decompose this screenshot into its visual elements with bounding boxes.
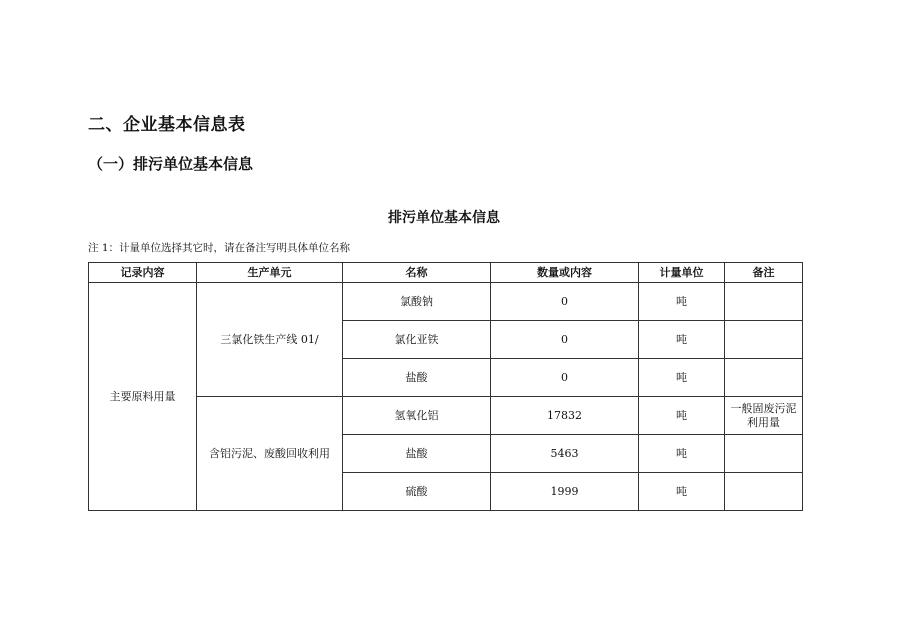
amount-cell: 17832 [491,397,639,435]
remark-cell [725,435,803,473]
amount-cell: 0 [491,321,639,359]
unit-cell: 吨 [639,473,725,511]
column-header: 记录内容 [89,263,197,283]
material-name-cell: 硫酸 [343,473,491,511]
material-name-cell: 氢氧化铝 [343,397,491,435]
column-header: 名称 [343,263,491,283]
record-type-cell: 主要原料用量 [89,283,197,511]
table-note: 注 1：计量单位选择其它时，请在备注写明具体单位名称 [88,242,351,254]
remark-cell [725,473,803,511]
unit-cell: 吨 [639,283,725,321]
table-title: 排污单位基本信息 [388,210,500,226]
table-row [89,397,803,435]
amount-cell: 1999 [491,473,639,511]
amount-cell: 0 [491,283,639,321]
unit-cell: 吨 [639,435,725,473]
remark-cell [725,321,803,359]
material-name-cell: 氯化亚铁 [343,321,491,359]
column-header: 数量或内容 [491,263,639,283]
column-header: 生产单元 [197,263,343,283]
unit-cell: 吨 [639,359,725,397]
table-row [89,283,803,321]
material-name-cell: 盐酸 [343,359,491,397]
production-unit-cell: 含铝污泥、废酸回收利用 [197,397,343,511]
subsection-title: （一）排污单位基本信息 [88,155,254,173]
material-name-cell: 氯酸钠 [343,283,491,321]
amount-cell: 0 [491,359,639,397]
pollutant-unit-info-table [88,262,803,511]
section-title: 二、企业基本信息表 [88,115,246,135]
remark-cell [725,283,803,321]
column-header: 备注 [725,263,803,283]
material-name-cell: 盐酸 [343,435,491,473]
amount-cell: 5463 [491,435,639,473]
production-unit-cell: 三氯化铁生产线 01/ [197,283,343,397]
remark-cell: 一般固废污泥利用量 [725,397,803,435]
unit-cell: 吨 [639,397,725,435]
column-header: 计量单位 [639,263,725,283]
remark-cell [725,359,803,397]
table-header-row [89,263,803,283]
unit-cell: 吨 [639,321,725,359]
